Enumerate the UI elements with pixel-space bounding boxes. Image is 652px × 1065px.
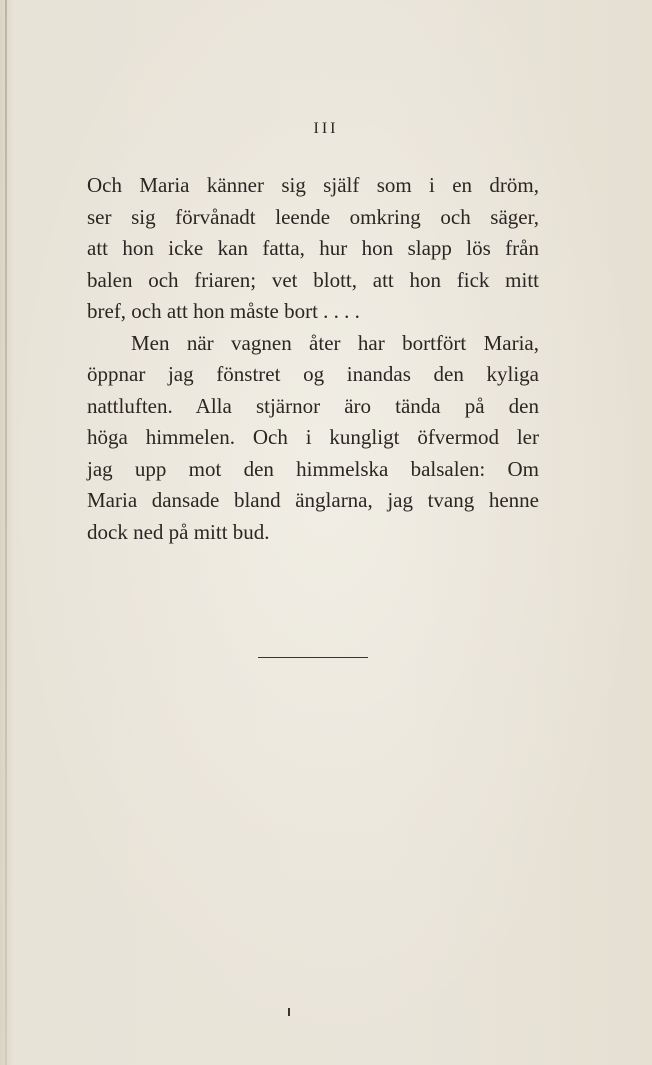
- text-line: jag upp mot den himmelska balsalen: Om: [87, 456, 539, 481]
- text-line: att hon icke kan fatta, hur hon slapp lös från: [87, 236, 539, 260]
- text-line: Men när vagnen åter har bortfört Maria,: [131, 330, 539, 355]
- text-line: Och Maria känner sig själf som i en dröm,: [87, 173, 539, 197]
- print-mark: [288, 1008, 290, 1016]
- text-line: höga himmelen. Och i kungligt öfvermod ler: [87, 425, 539, 449]
- section-divider: [258, 657, 368, 658]
- text-line: dock ned på mitt bud.: [87, 519, 270, 544]
- text-line: balen och friaren; vet blott, att hon fick mitt: [87, 267, 539, 292]
- text-line: öppnar jag fönstret og inandas den kyliga: [87, 362, 539, 386]
- body-text: [87, 170, 539, 548]
- text-line: bref, och att hon måste bort . . . .: [87, 299, 360, 323]
- text-line: Maria dansade bland änglarna, jag tvang henne: [87, 488, 539, 512]
- page-number: III: [313, 120, 339, 137]
- binding-edge: [5, 0, 7, 1065]
- text-line: nattluften. Alla stjärnor äro tända på den: [87, 393, 539, 418]
- text-line: ser sig förvånadt leende omkring och säger,: [87, 204, 539, 229]
